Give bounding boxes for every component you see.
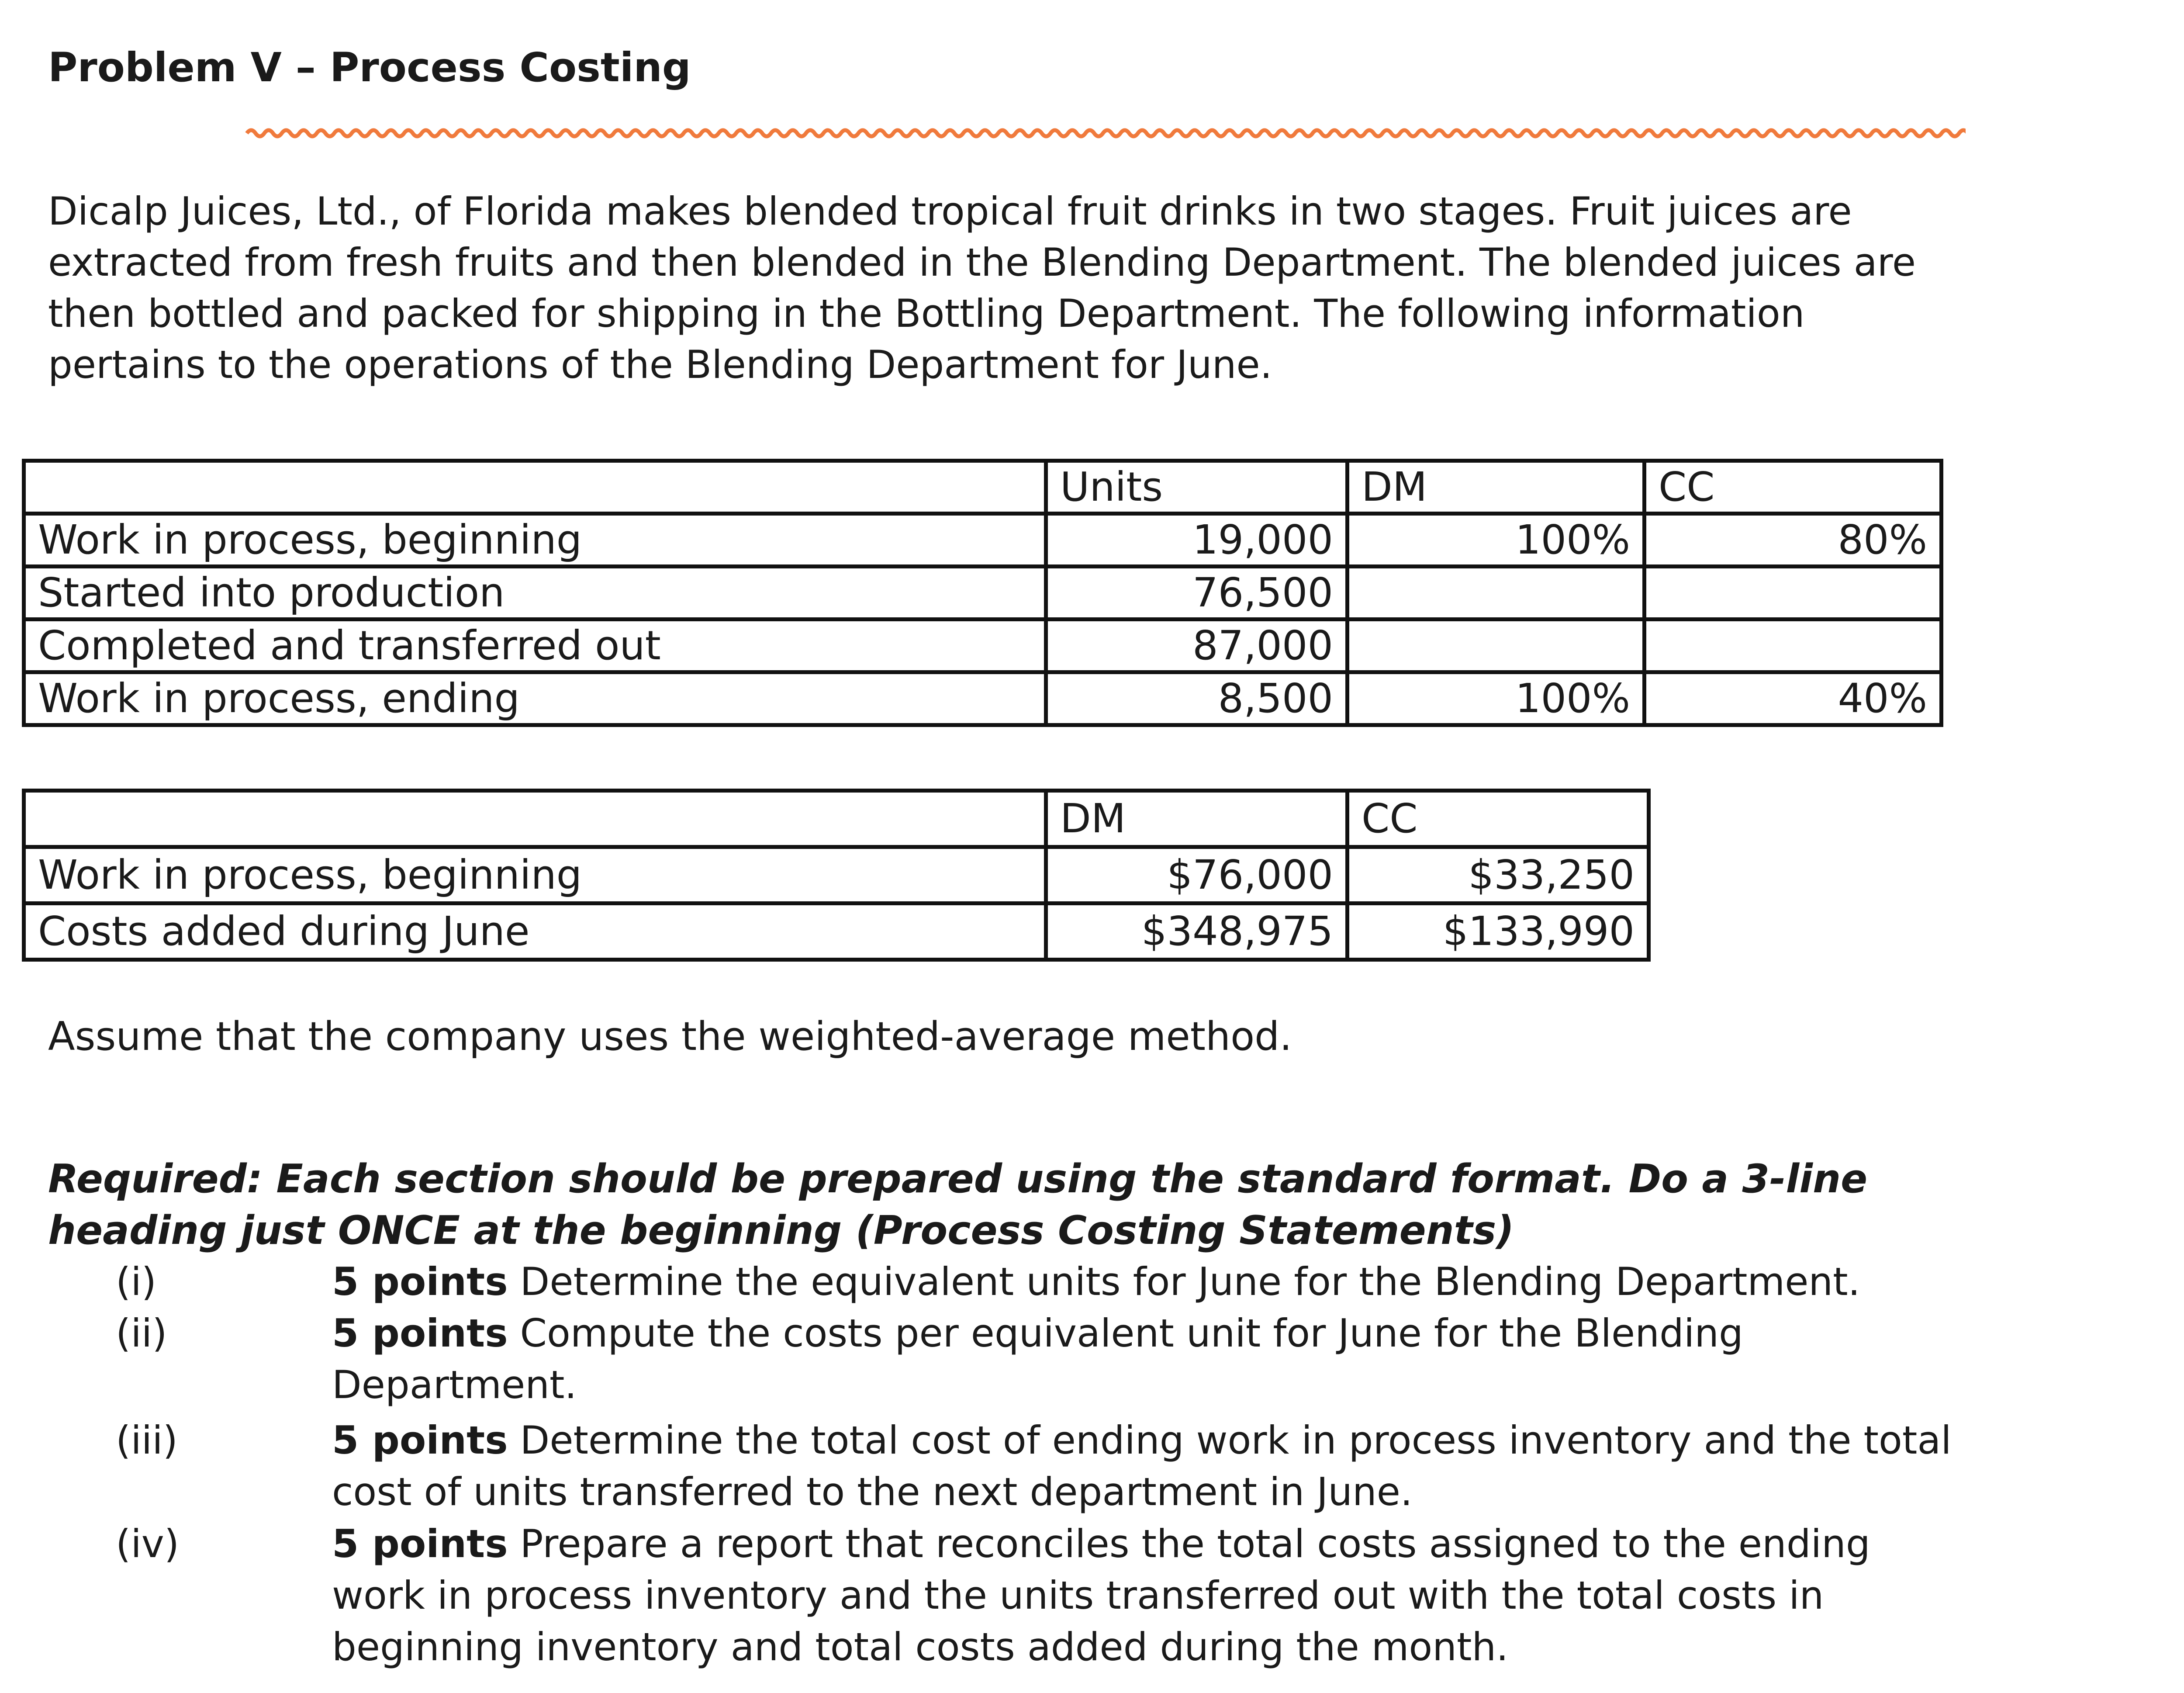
required-heading <box>48 1153 2167 1257</box>
dm-cell <box>1348 620 1645 672</box>
intro-line: then bottled and packed for shipping in the Bottling Department. The following information <box>48 291 1805 336</box>
item-line: beginning inventory and total costs added during the month. <box>332 1624 1509 1669</box>
table-header-cell: CC <box>1348 791 1649 847</box>
item-number: (i) <box>116 1259 157 1304</box>
item-points: 5 points <box>332 1418 508 1463</box>
item-points: 5 points <box>332 1311 508 1356</box>
row-label: Completed and transferred out <box>24 620 1046 672</box>
item-line: work in process inventory and the units transferred out with the total costs in <box>332 1573 1824 1618</box>
dm-cell <box>1348 567 1645 620</box>
dm-cell: 100% <box>1348 672 1645 725</box>
cost-table <box>22 789 1651 962</box>
cc-cell <box>1645 567 1942 620</box>
cc-cost-cell: $33,250 <box>1348 847 1649 904</box>
cc-cost-cell: $133,990 <box>1348 904 1649 960</box>
intro-line: pertains to the operations of the Blending Department for June. <box>48 342 1272 387</box>
item-text <box>332 1518 1870 1673</box>
table-row <box>24 620 1942 672</box>
units-table <box>22 459 1943 727</box>
row-label: Started into production <box>24 567 1046 620</box>
units-cell: 8,500 <box>1046 672 1348 725</box>
table-row <box>24 904 1649 960</box>
item-points: 5 points <box>332 1521 508 1566</box>
units-cell: 76,500 <box>1046 567 1348 620</box>
table-row <box>24 672 1942 725</box>
item-line: Department. <box>332 1362 577 1407</box>
squiggle-underline <box>245 125 1966 142</box>
item-line-text: Determine the total cost of ending work in process inventory and the total <box>508 1418 1952 1463</box>
assumption-text: Assume that the company uses the weighted-average method. <box>48 1014 1292 1059</box>
table-row <box>24 567 1942 620</box>
row-label: Work in process, beginning <box>24 514 1046 567</box>
table-header-cell <box>24 791 1046 847</box>
cc-cell: 40% <box>1645 672 1942 725</box>
units-cell: 19,000 <box>1046 514 1348 567</box>
item-number: (iv) <box>116 1521 180 1566</box>
required-line: heading just ONCE at the beginning (Process Costing Statements) <box>48 1208 1514 1253</box>
table-header-cell <box>24 461 1046 514</box>
intro-line: Dicalp Juices, Ltd., of Florida makes blended tropical fruit drinks in two stages. Fruit juices are <box>48 189 1852 234</box>
item-line <box>332 1518 1870 1570</box>
item-text <box>332 1415 1952 1518</box>
dm-cost-cell: $76,000 <box>1046 847 1348 904</box>
required-line: Required: Each section should be prepared using the standard format. Do a 3-line <box>48 1156 1868 1202</box>
item-line <box>332 1256 1860 1308</box>
row-label: Work in process, beginning <box>24 847 1046 904</box>
row-label: Work in process, ending <box>24 672 1046 725</box>
page-title: Problem V – Process Costing <box>48 44 691 91</box>
table-header-row <box>24 791 1649 847</box>
item-line: cost of units transferred to the next department in June. <box>332 1469 1413 1514</box>
table-header-cell: DM <box>1348 461 1645 514</box>
item-points: 5 points <box>332 1259 508 1304</box>
table-header-cell: DM <box>1046 791 1348 847</box>
table-header-row <box>24 461 1942 514</box>
item-text <box>332 1256 1860 1308</box>
item-line <box>332 1308 1743 1359</box>
dm-cell: 100% <box>1348 514 1645 567</box>
cc-cell: 80% <box>1645 514 1942 567</box>
item-line-text: Determine the equivalent units for June for the Blending Department. <box>508 1259 1860 1304</box>
item-line-text: Compute the costs per equivalent unit for June for the Blending <box>508 1311 1743 1356</box>
item-text <box>332 1308 1743 1411</box>
item-number: (iii) <box>116 1418 178 1463</box>
cc-cell <box>1645 620 1942 672</box>
item-line-text: Prepare a report that reconciles the total costs assigned to the ending <box>508 1521 1870 1566</box>
item-number: (ii) <box>116 1311 167 1356</box>
row-label: Costs added during June <box>24 904 1046 960</box>
table-header-cell: CC <box>1645 461 1942 514</box>
dm-cost-cell: $348,975 <box>1046 904 1348 960</box>
intro-line: extracted from fresh fruits and then blended in the Blending Department. The blended juices are <box>48 240 1916 285</box>
table-row <box>24 514 1942 567</box>
intro-paragraph <box>48 186 2167 390</box>
table-header-cell: Units <box>1046 461 1348 514</box>
units-cell: 87,000 <box>1046 620 1348 672</box>
table-row <box>24 847 1649 904</box>
item-line <box>332 1415 1952 1466</box>
